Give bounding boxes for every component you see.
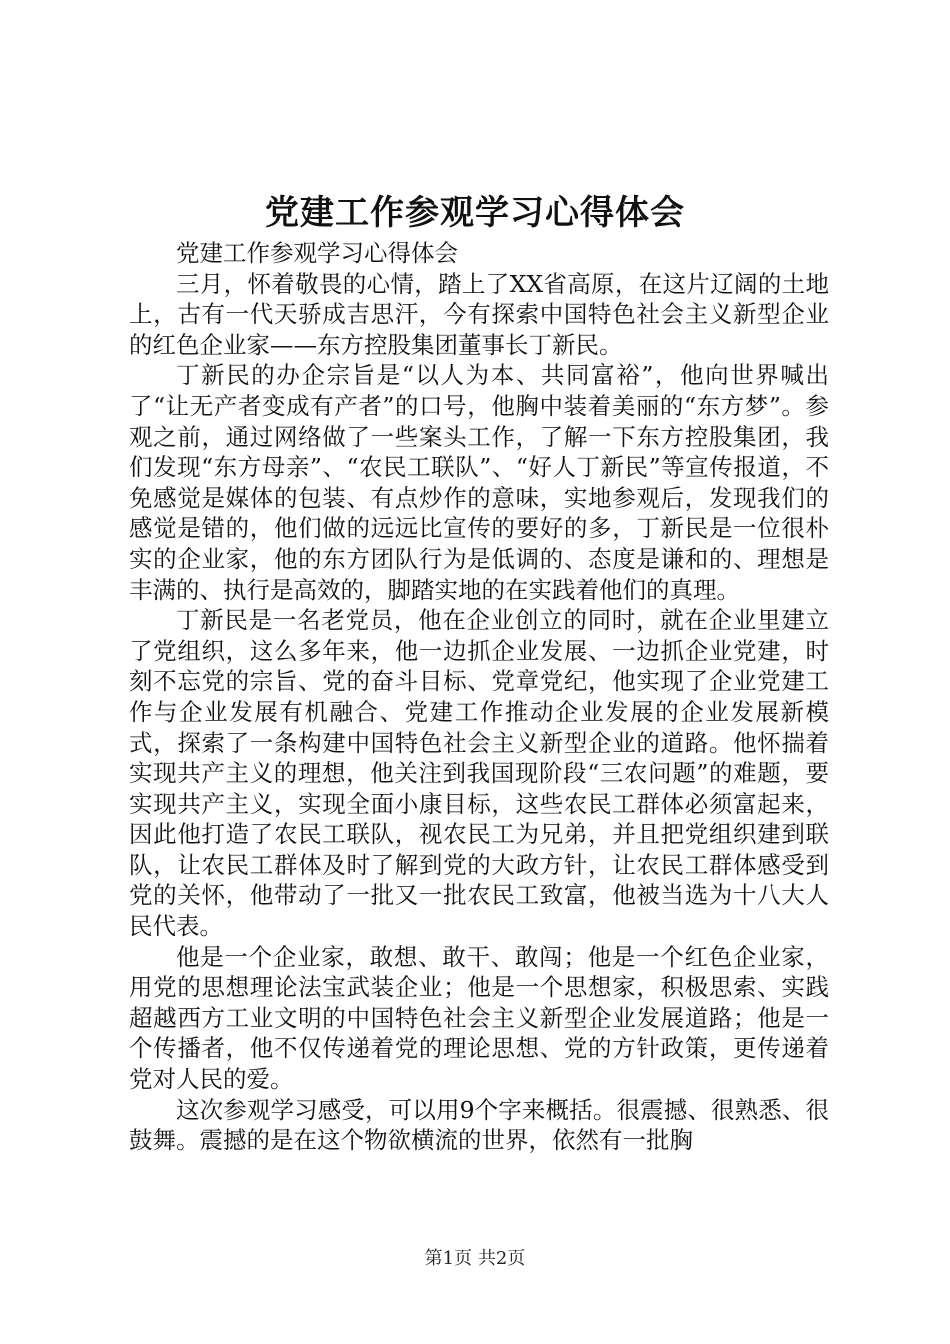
page-footer: 第1页 共2页 [424,1248,526,1269]
paragraph: 三月，怀着敬畏的心情，踏上了XX省高原，在这片辽阔的土地上，古有一代天骄成吉思汗，今有探索中国特色社会主义新型企业的红色企业家——东方控股集团董事长丁新民。 [129,269,829,359]
paragraph: 党建工作参观学习心得体会 [176,239,458,267]
document-body [129,238,829,1156]
document-title: 党建工作参观学习心得体会 [265,193,685,233]
paragraph: 这次参观学习感受，可以用9个字来概括。很震撼、很熟悉、很鼓舞。震撼的是在这个物欲横流的世界，依然有一批胸 [129,1095,829,1155]
paragraph: 丁新民的办企宗旨是“以人为本、共同富裕”，他向世界喊出了“让无产者变成有产者”的口号，他胸中装着美丽的“东方梦”。参观之前，通过网络做了一些案头工作，了解一下东方控股集团，我们发现“东方母亲”、“农民工联队”、“好人丁新民”等宣传报道，不免感觉是媒体的包装、有点炒作的意味，实地参观后，发现我们的感觉是错的，他们做的远远比宣传的要好的多，丁新民是一位很朴实的企业家，他的东方团队行为是低调的、态度是谦和的、理想是丰满的、执行是高效的，脚踏实地的在实践着他们的真理。 [129,361,829,604]
paragraph: 丁新民是一名老党员，他在企业创立的同时，就在企业里建立了党组织，这么多年来，他一边抓企业发展、一边抓企业党建，时刻不忘党的宗旨、党的奋斗目标、党章党纪，他实现了企业党建工作与企业发展有机融合、党建工作推动企业发展的企业发展新模式，探索了一条构建中国特色社会主义新型企业的道路。他怀揣着实现共产主义的理想，他关注到我国现阶段“三农问题”的难题，要实现共产主义，实现全面小康目标，这些农民工群体必须富起来，因此他打造了农民工联队，视农民工为兄弟，并且把党组织建到联队，让农民工群体及时了解到党的大政方针，让农民工群体感受到党的关怀，他带动了一批又一批农民工致富，他被当选为十八大人民代表。 [129,606,829,941]
paragraph: 他是一个企业家，敢想、敢干、敢闯；他是一个红色企业家，用党的思想理论法宝武装企业；他是一个思想家，积极思索、实践超越西方工业文明的中国特色社会主义新型企业发展道路；他是一个传播者，他不仅传递着党的理论思想、党的方针政策，更传递着党对人民的爱。 [129,942,829,1094]
